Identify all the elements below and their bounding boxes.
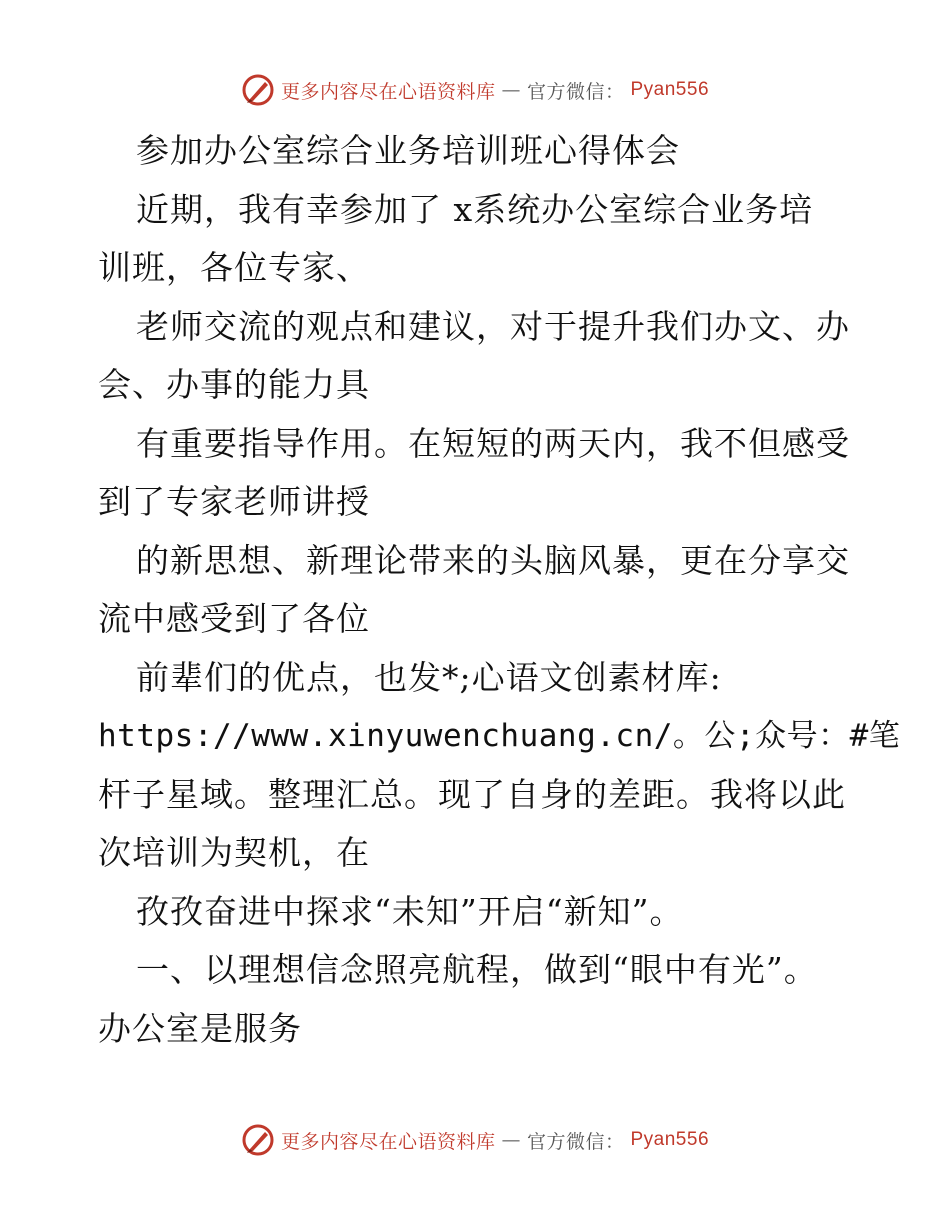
paragraph-line: 老师交流的观点和建议，对于提升我们办文、办 bbox=[136, 306, 850, 346]
paragraph-line: 流中感受到了各位 bbox=[98, 599, 370, 638]
watermark-wechat-id: Pyan556 bbox=[630, 1129, 710, 1150]
document-title: 参加办公室综合业务培训班心得体会 bbox=[136, 131, 680, 170]
quill-pen-logo-icon bbox=[241, 1123, 275, 1157]
section-heading-line: 一、以理想信念照亮航程，做到“眼中有光”。 bbox=[136, 950, 818, 989]
paragraph-line: 杆子星域。整理汇总。现了自身的差距。我将以此 bbox=[98, 774, 846, 814]
paragraph-line: 办公室是服务 bbox=[98, 1008, 302, 1048]
watermark-official-label: 官方微信： bbox=[526, 1130, 625, 1153]
footer-watermark bbox=[0, 1120, 950, 1160]
paragraph-line: 到了专家老师讲授 bbox=[98, 482, 370, 521]
watermark-official-label: 官方微信： bbox=[526, 80, 625, 103]
watermark-dash: — bbox=[501, 79, 521, 101]
watermark-brand-text: 更多内容尽在心语资料库 bbox=[280, 80, 496, 103]
quill-pen-logo-icon bbox=[241, 73, 275, 107]
paragraph-line: 次培训为契机，在 bbox=[98, 833, 370, 872]
document-body bbox=[98, 122, 901, 1058]
watermark-dash: — bbox=[501, 1129, 521, 1151]
paragraph-line: 会、办事的能力具 bbox=[98, 365, 370, 404]
paragraph-line: 前辈们的优点，也发*;心语文创素材库: bbox=[136, 657, 722, 697]
paragraph-line-url: https://www.xinyuwenchuang.cn/。公;众号：#笔 bbox=[98, 718, 901, 754]
paragraph-line: 有重要指导作用。在短短的两天内，我不但感受 bbox=[136, 423, 850, 463]
watermark-brand-text: 更多内容尽在心语资料库 bbox=[280, 1130, 496, 1153]
paragraph-line: 近期，我有幸参加了 x系统办公室综合业务培 bbox=[136, 189, 814, 229]
header-watermark bbox=[0, 70, 950, 110]
paragraph-line: 孜孜奋进中探求“未知”开启“新知”。 bbox=[136, 891, 684, 931]
paragraph-line: 的新思想、新理论带来的头脑风暴，更在分享交 bbox=[136, 540, 850, 580]
watermark-wechat-id: Pyan556 bbox=[630, 79, 710, 100]
paragraph-line: 训班，各位专家、 bbox=[98, 248, 370, 287]
